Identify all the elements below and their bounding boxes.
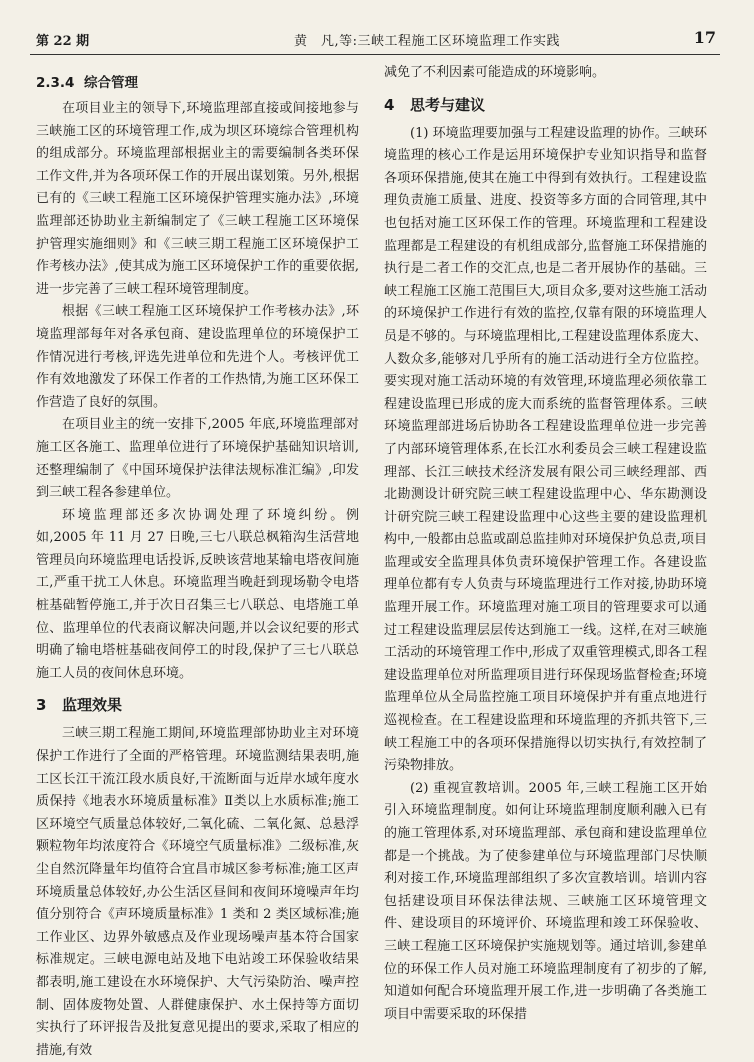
paragraph: 在项目业主的统一安排下,2005 年底,环境监理部对施工区各施工、监理单位进行了环境保护基础知识培训,还整理编制了《中国环境保护法律法规标准汇编》,印发到三峡工程各参建单位。 (36, 417, 359, 501)
right-column (384, 62, 707, 1026)
paragraph: 环境监理部还多次协调处理了环境纠纷。例如,2005 年 11 月 27 日晚,三七八联总枫箱沟生活营地管理员向环境监理电话投诉,反映该营地某输电塔夜间施工,严重干扰工人休息。环境监理当晚赶到现场勒令电塔桩基础暂停施工,并于次日召集三七八联总、电塔施工单位、监理单位的代表商议解决问题,并以会议纪要的形式明确了输电塔桩基础夜间停工的时段,保护了三七八联总施工人员的夜间休息环境。 (36, 507, 359, 681)
section-title: 监理效果 (62, 696, 123, 715)
paragraph: 根据《三峡工程施工区环境保护工作考核办法》,环境监理部每年对各承包商、建设监理单位的环境保护工作情况进行考核,评选先进单位和先进个人。考核评优工作有效地激发了环保工作者的工作热情,为施工区环保工作营造了良好的氛围。 (36, 304, 359, 410)
left-column (36, 62, 359, 1062)
issue-number: 第 22 期 (36, 34, 90, 49)
paragraph: 在项目业主的领导下,环境监理部直接或间接地参与三峡施工区的环境管理工作,成为坝区环境综合管理机构的组成部分。环境监理部根据业主的需要编制各类环保工作文件,并为各项环保工作的开展出谋划策。另外,根据已有的《三峡工程施工区环境保护管理实施办法》,环境监理部还协助业主新编制定了《三峡工程施工区环境保护管理实施细则》和《三峡三期工程施工区环境保护工作考核办法》,使其成为施工区环境保护工作的重要依据,进一步完善了三峡工程环境管理制度。 (36, 101, 359, 297)
page-number: 17 (693, 28, 716, 47)
paragraph: 三峡三期工程施工期间,环境监理部协助业主对环境保护工作进行了全面的严格管理。环境监测结果表明,施工区长江干流江段水质良好,干流断面与近岸水域年度水质保持《地表水环境质量标准》Ⅱ类以上水质标准;施工区环境空气质量总体较好,二氧化硫、二氧化氮、总悬浮颗粒物年均浓度符合《环境空气质量标准》二级标准,灰尘自然沉降量年均值符合宜昌市城区参考标准;施工区声环境质量总体较好,办公生活区昼间和夜间环境噪声年均值分别符合《声环境质量标准》1 类和 2 类区域标准;施工作业区、边界外敏感点及作业现场噪声基本符合国家标准规定。三峡电源电站及地下电站竣工环保验收结果都表明,施工建设在水环境保护、大气污染防治、噪声控制、固体废物处置、人群健康保护、水土保持等方面切实执行了环评报告及批复意见提出的要求,采取了相应的措施,有效 (36, 726, 359, 1058)
section-title: 综合管理 (84, 75, 138, 91)
running-title: 黄 凡,等:三峡工程施工区环境监理工作实践 (294, 34, 561, 49)
paragraph: (2) 重视宣教培训。2005 年,三峡工程施工区开始引入环境监理制度。如何让环境监理制度顺利融入已有的施工管理体系,对环境监理部、承包商和建设监理单位都是一个挑战。为了使参建单位与环境监理部门尽快顺利对接工作,环境监理部组织了多次宣教培训。培训内容包括建设项目环保法律法规、三峡施工区环境管理文件、建设项目的环境评价、环境监理和竣工环保验收、三峡工程施工区环境保护实施规划等。通过培训,参建单位的环保工作人员对施工环境监理制度有了初步的了解,知道如何配合环境监理开展工作,进一步明确了各类施工项目中需要采取的环保措 (384, 780, 707, 1022)
section-4-heading (384, 93, 707, 117)
paragraph: (1) 环境监理要加强与工程建设监理的协作。三峡环境监理的核心工作是运用环境保护专业知识指导和监督各项环保措施,使其在施工中得到有效执行。工程建设监理负责施工质量、进度、投资等多方面的合同管理,其中也包括对施工区环保工作的管理。环境监理和工程建设监理都是工程建设的有机组成部分,监督施工环保措施的执行是二者工作的交汇点,也是二者开展协作的基础。三峡工程施工区施工范围巨大,项目众多,要对这些施工活动的环境保护工作进行有效的监控,仅靠有限的环境监理人员是不够的。与环境监理相比,工程建设监理体系庞大、人数众多,能够对几乎所有的施工活动进行全方位监控。要实现对施工活动环境的有效管理,环境监理必须依靠工程建设监理已形成的庞大而系统的监督管理体系。三峡环境监理部进场后协助各工程建设监理单位进一步完善了内部环境管理体系,在长江水利委员会三峡工程建设监理部、长江三峡技术经济发展有限公司三峡经理部、西北勘测设计研究院三峡工程建设监理中心、华东勘测设计研究院三峡工程建设监理中心这些主要的建设监理机构中,一般都由总监或副总监挂帅对环境保护负总责,项目监理或安全监理具体负责环境保护管理工作。各建设监理单位都有专人负责与环境监理进行工作对接,协助环境监理开展工作。环境监理对施工项目的管理要求可以通过工程建设监理层层传达到施工一线。这样,在对三峡施工活动的环境管理工作中,形成了双重管理模式,即各工程建设监理单位对所监理项目进行环保现场监督检查;环境监理单位从全局监控施工项目环境保护并有重点地进行巡视检查。在工程建设监理和环境监理的齐抓共管下,三峡工程施工中的各项环保措施得以切实执行,有效控制了污染物排放。 (384, 125, 707, 774)
section-number: 3 (36, 696, 47, 715)
section-title: 思考与建议 (410, 95, 486, 114)
paragraph-continued: 减免了不利因素可能造成的环境影响。 (384, 65, 606, 80)
section-number: 2.3.4 (36, 75, 75, 91)
running-header (30, 14, 720, 55)
section-3-heading (36, 693, 359, 717)
section-2-3-4-heading (36, 72, 359, 94)
section-number: 4 (384, 95, 395, 114)
